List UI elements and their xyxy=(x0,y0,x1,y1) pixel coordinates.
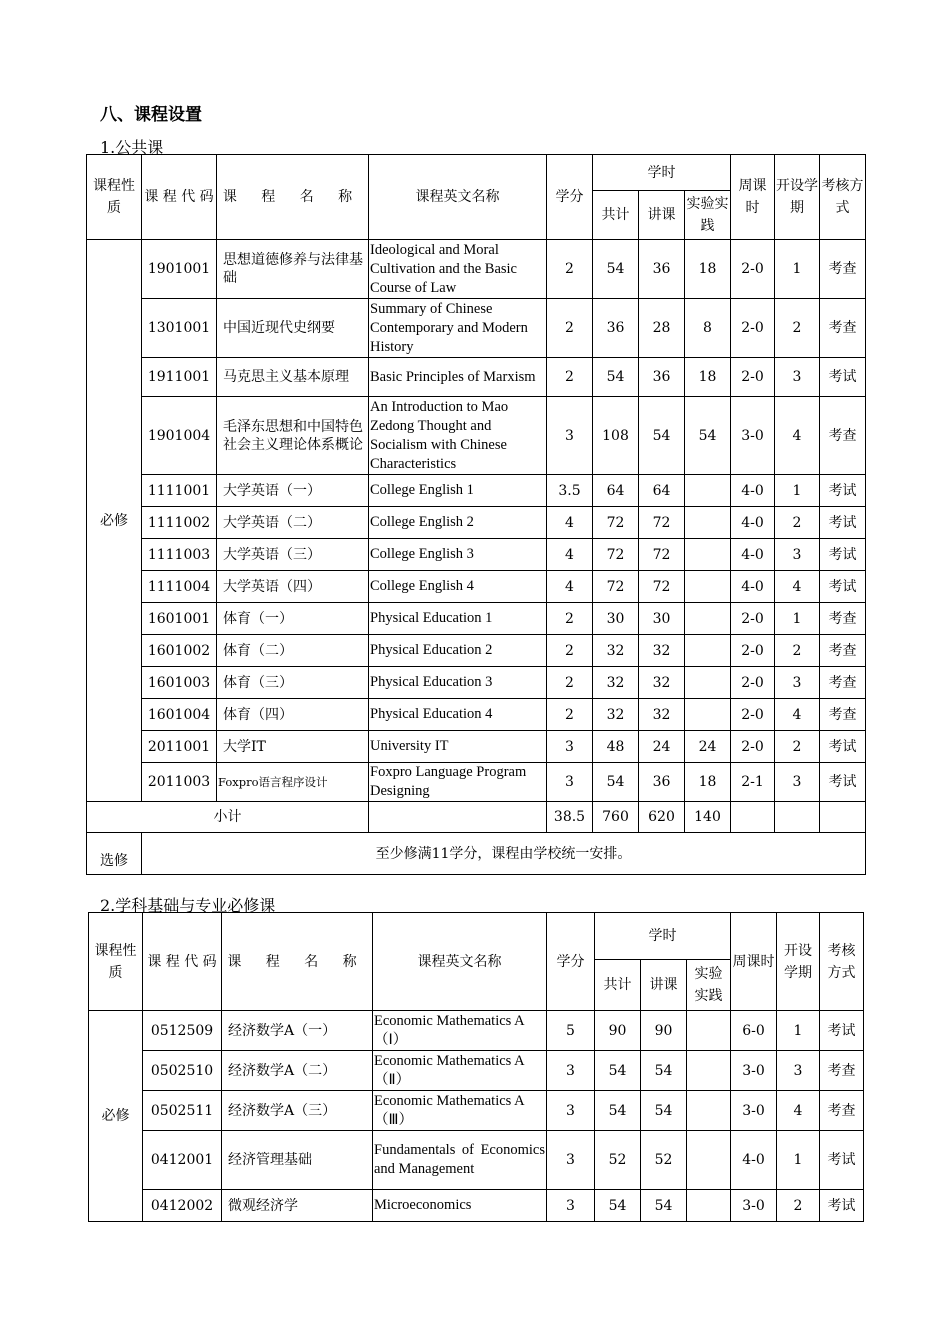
course-credit: 3 xyxy=(547,1091,595,1131)
section2-title: 2.学科基础与专业必修课 xyxy=(100,896,276,915)
subtotal-total: 760 xyxy=(593,802,639,833)
course-code: 1301001 xyxy=(142,299,217,358)
header-total: 共计 xyxy=(593,191,639,240)
course-name: 思想道德修养与法律基础 xyxy=(217,240,369,299)
course-total-hours: 54 xyxy=(593,763,639,802)
course-lecture-hours: 32 xyxy=(639,699,685,731)
course-weekly-hours: 2-0 xyxy=(731,299,775,358)
course-lecture-hours: 52 xyxy=(641,1131,687,1190)
header-weekly: 周课时 xyxy=(731,913,777,1011)
course-lab-hours xyxy=(685,699,731,731)
header-total: 共计 xyxy=(595,960,641,1011)
table-row xyxy=(87,635,866,667)
table-row xyxy=(89,1131,864,1190)
course-semester: 1 xyxy=(777,1011,820,1051)
course-credit: 4 xyxy=(547,539,593,571)
course-total-hours: 32 xyxy=(593,667,639,699)
header-hours: 学时 xyxy=(593,155,731,191)
course-lecture-hours: 36 xyxy=(639,240,685,299)
course-exam-type: 考试 xyxy=(820,1131,864,1190)
course-english-name: University IT xyxy=(369,731,547,763)
course-english-name: Ideological and Moral Cultivation and the Basic Course of Law xyxy=(369,240,547,299)
course-credit: 2 xyxy=(547,603,593,635)
course-total-hours: 32 xyxy=(593,699,639,731)
section-heading: 八、课程设置 xyxy=(100,105,202,125)
table-row xyxy=(87,240,866,299)
course-exam-type: 考查 xyxy=(820,635,866,667)
header-credit: 学分 xyxy=(547,913,595,1011)
course-credit: 2 xyxy=(547,635,593,667)
course-english-name: Physical Education 1 xyxy=(369,603,547,635)
course-semester: 1 xyxy=(775,603,820,635)
header-code: 课 程 代 码 xyxy=(143,913,222,1011)
course-lab-hours xyxy=(685,603,731,635)
course-lecture-hours: 72 xyxy=(639,539,685,571)
course-weekly-hours: 3-0 xyxy=(731,1051,777,1091)
course-weekly-hours: 2-1 xyxy=(731,763,775,802)
table-row xyxy=(87,731,866,763)
course-code: 1601003 xyxy=(142,667,217,699)
table-row xyxy=(89,1091,864,1131)
course-credit: 2 xyxy=(547,667,593,699)
course-credit: 2 xyxy=(547,699,593,731)
header-exam: 考核方式 xyxy=(820,155,866,240)
course-english-name: Summary of Chinese Contemporary and Modern History xyxy=(369,299,547,358)
course-credit: 3.5 xyxy=(547,475,593,507)
table-row xyxy=(87,763,866,802)
course-code: 1111002 xyxy=(142,507,217,539)
course-lecture-hours: 90 xyxy=(641,1011,687,1051)
course-name: 大学英语（一） xyxy=(217,475,369,507)
course-total-hours: 72 xyxy=(593,507,639,539)
course-lecture-hours: 54 xyxy=(639,397,685,475)
course-weekly-hours: 2-0 xyxy=(731,603,775,635)
header-lecture: 讲课 xyxy=(639,191,685,240)
course-lecture-hours: 54 xyxy=(641,1091,687,1131)
course-code: 0412002 xyxy=(143,1190,222,1222)
course-weekly-hours: 4-0 xyxy=(731,475,775,507)
course-name: 大学英语（三） xyxy=(217,539,369,571)
table-row xyxy=(89,1190,864,1222)
table-row xyxy=(87,397,866,475)
course-code: 1901001 xyxy=(142,240,217,299)
course-english-name: Economic Mathematics A（Ⅱ） xyxy=(373,1051,547,1091)
course-semester: 3 xyxy=(775,667,820,699)
course-lecture-hours: 36 xyxy=(639,358,685,397)
required-label: 必修 xyxy=(87,240,142,802)
course-weekly-hours: 2-0 xyxy=(731,699,775,731)
course-english-name: Microeconomics xyxy=(373,1190,547,1222)
course-name: 大学英语（四） xyxy=(217,571,369,603)
course-total-hours: 72 xyxy=(593,539,639,571)
elective-note: 至少修满11学分，课程由学校统一安排。 xyxy=(142,833,866,875)
course-name: 马克思主义基本原理 xyxy=(217,358,369,397)
course-total-hours: 54 xyxy=(595,1190,641,1222)
course-english-name: College English 4 xyxy=(369,571,547,603)
course-weekly-hours: 4-0 xyxy=(731,571,775,603)
course-english-name: Physical Education 3 xyxy=(369,667,547,699)
course-name: 体育（二） xyxy=(217,635,369,667)
header-semester: 开设学期 xyxy=(777,913,820,1011)
course-lab-hours xyxy=(687,1190,731,1222)
course-code: 0412001 xyxy=(143,1131,222,1190)
header-code: 课 程 代 码 xyxy=(142,155,217,240)
course-name: 微观经济学 xyxy=(222,1190,373,1222)
course-semester: 1 xyxy=(777,1131,820,1190)
table-row xyxy=(87,358,866,397)
course-english-name: An Introduction to Mao Zedong Thought and Socialism with Chinese Characteristics xyxy=(369,397,547,475)
course-lecture-hours: 28 xyxy=(639,299,685,358)
course-total-hours: 32 xyxy=(593,635,639,667)
table-row xyxy=(87,571,866,603)
course-lab-hours xyxy=(685,667,731,699)
course-code: 1911001 xyxy=(142,358,217,397)
course-credit: 4 xyxy=(547,571,593,603)
course-semester: 1 xyxy=(775,240,820,299)
course-credit: 2 xyxy=(547,299,593,358)
course-lecture-hours: 72 xyxy=(639,571,685,603)
course-weekly-hours: 2-0 xyxy=(731,667,775,699)
course-lab-hours: 18 xyxy=(685,358,731,397)
header-lab: 实验实践 xyxy=(685,191,731,240)
table-row xyxy=(87,603,866,635)
course-semester: 2 xyxy=(775,507,820,539)
header-english: 课程英文名称 xyxy=(369,155,547,240)
course-english-name: Physical Education 4 xyxy=(369,699,547,731)
header-semester: 开设学期 xyxy=(775,155,820,240)
course-semester: 4 xyxy=(775,571,820,603)
table-row xyxy=(87,667,866,699)
course-weekly-hours: 2-0 xyxy=(731,358,775,397)
course-weekly-hours: 3-0 xyxy=(731,1091,777,1131)
course-english-name: College English 3 xyxy=(369,539,547,571)
course-english-name: Economic Mathematics A（Ⅲ） xyxy=(373,1091,547,1131)
course-weekly-hours: 4-0 xyxy=(731,507,775,539)
course-lecture-hours: 30 xyxy=(639,603,685,635)
header-nature: 课程性质 xyxy=(89,913,143,1011)
course-lab-hours xyxy=(685,635,731,667)
subtotal-lab: 140 xyxy=(685,802,731,833)
course-weekly-hours: 2-0 xyxy=(731,240,775,299)
course-name: 经济管理基础 xyxy=(222,1131,373,1190)
course-total-hours: 64 xyxy=(593,475,639,507)
course-semester: 3 xyxy=(775,358,820,397)
course-total-hours: 30 xyxy=(593,603,639,635)
course-name: 毛泽东思想和中国特色社会主义理论体系概论 xyxy=(217,397,369,475)
course-credit: 4 xyxy=(547,507,593,539)
course-total-hours: 108 xyxy=(593,397,639,475)
course-name: 体育（一） xyxy=(217,603,369,635)
course-exam-type: 考查 xyxy=(820,699,866,731)
course-semester: 3 xyxy=(775,539,820,571)
course-total-hours: 52 xyxy=(595,1131,641,1190)
course-name: 大学英语（二） xyxy=(217,507,369,539)
course-lab-hours: 18 xyxy=(685,240,731,299)
course-semester: 4 xyxy=(775,699,820,731)
course-weekly-hours: 2-0 xyxy=(731,731,775,763)
course-english-name: Foxpro Language Program Designing xyxy=(369,763,547,802)
course-credit: 3 xyxy=(547,763,593,802)
table-row xyxy=(89,1051,864,1091)
course-english-name: Basic Principles of Marxism xyxy=(369,358,547,397)
header-name: 课 程 名 称 xyxy=(222,913,373,1011)
course-name: 经济数学A（一） xyxy=(222,1011,373,1051)
course-name: 中国近现代史纲要 xyxy=(217,299,369,358)
course-english-name: Economic Mathematics A（Ⅰ） xyxy=(373,1011,547,1051)
course-semester: 2 xyxy=(775,635,820,667)
course-english-name: Fundamentals of Economics and Management xyxy=(373,1131,547,1190)
course-lecture-hours: 36 xyxy=(639,763,685,802)
course-code: 2011003 xyxy=(142,763,217,802)
course-exam-type: 考试 xyxy=(820,475,866,507)
course-code: 1111003 xyxy=(142,539,217,571)
course-total-hours: 54 xyxy=(595,1051,641,1091)
course-lab-hours xyxy=(687,1051,731,1091)
course-total-hours: 90 xyxy=(595,1011,641,1051)
course-code: 0502511 xyxy=(143,1091,222,1131)
course-exam-type: 考查 xyxy=(820,240,866,299)
course-code: 1601002 xyxy=(142,635,217,667)
course-credit: 5 xyxy=(547,1011,595,1051)
course-credit: 3 xyxy=(547,1051,595,1091)
course-exam-type: 考查 xyxy=(820,667,866,699)
course-weekly-hours: 6-0 xyxy=(731,1011,777,1051)
course-name: 体育（三） xyxy=(217,667,369,699)
course-semester: 3 xyxy=(775,763,820,802)
header-exam: 考核方式 xyxy=(820,913,864,1011)
course-credit: 2 xyxy=(547,240,593,299)
course-exam-type: 考试 xyxy=(820,507,866,539)
header-english: 课程英文名称 xyxy=(373,913,547,1011)
course-english-name: College English 1 xyxy=(369,475,547,507)
course-semester: 4 xyxy=(777,1091,820,1131)
table-row xyxy=(87,539,866,571)
course-english-name: College English 2 xyxy=(369,507,547,539)
course-total-hours: 54 xyxy=(595,1091,641,1131)
course-semester: 2 xyxy=(775,731,820,763)
course-exam-type: 考试 xyxy=(820,358,866,397)
course-code: 2011001 xyxy=(142,731,217,763)
course-weekly-hours: 3-0 xyxy=(731,1190,777,1222)
subtotal-lecture: 620 xyxy=(639,802,685,833)
course-english-name: Physical Education 2 xyxy=(369,635,547,667)
course-code: 1111004 xyxy=(142,571,217,603)
course-exam-type: 考查 xyxy=(820,1051,864,1091)
course-credit: 3 xyxy=(547,731,593,763)
course-exam-type: 考试 xyxy=(820,1011,864,1051)
subtotal-exam xyxy=(820,802,866,833)
course-lab-hours: 18 xyxy=(685,763,731,802)
course-total-hours: 54 xyxy=(593,358,639,397)
course-lecture-hours: 24 xyxy=(639,731,685,763)
course-exam-type: 考查 xyxy=(820,1091,864,1131)
header-nature: 课程性质 xyxy=(87,155,142,240)
course-semester: 2 xyxy=(775,299,820,358)
course-lab-hours xyxy=(685,475,731,507)
course-lab-hours xyxy=(687,1091,731,1131)
course-total-hours: 72 xyxy=(593,571,639,603)
table-row xyxy=(87,507,866,539)
course-name: 大学IT xyxy=(217,731,369,763)
course-total-hours: 48 xyxy=(593,731,639,763)
table-row xyxy=(87,475,866,507)
course-lecture-hours: 32 xyxy=(639,635,685,667)
course-total-hours: 36 xyxy=(593,299,639,358)
course-exam-type: 考查 xyxy=(820,299,866,358)
course-lab-hours xyxy=(685,539,731,571)
course-semester: 1 xyxy=(775,475,820,507)
course-exam-type: 考试 xyxy=(820,731,866,763)
course-exam-type: 考试 xyxy=(820,763,866,802)
course-lecture-hours: 72 xyxy=(639,507,685,539)
course-lab-hours: 24 xyxy=(685,731,731,763)
course-lab-hours xyxy=(687,1011,731,1051)
required-label: 必修 xyxy=(89,1011,143,1222)
course-lecture-hours: 32 xyxy=(639,667,685,699)
course-name: 经济数学A（二） xyxy=(222,1051,373,1091)
course-exam-type: 考试 xyxy=(820,571,866,603)
course-lecture-hours: 54 xyxy=(641,1190,687,1222)
course-credit: 3 xyxy=(547,1190,595,1222)
course-name: Foxpro语言程序设计 xyxy=(217,763,369,802)
subtotal-credit: 38.5 xyxy=(547,802,593,833)
course-lecture-hours: 54 xyxy=(641,1051,687,1091)
header-lecture: 讲课 xyxy=(641,960,687,1011)
subtotal-label: 小计 xyxy=(87,802,369,833)
course-code: 0512509 xyxy=(143,1011,222,1051)
course-semester: 4 xyxy=(775,397,820,475)
public-course-table xyxy=(86,154,866,875)
course-total-hours: 54 xyxy=(593,240,639,299)
course-credit: 3 xyxy=(547,397,593,475)
course-credit: 3 xyxy=(547,1131,595,1190)
course-code: 1601001 xyxy=(142,603,217,635)
table-row xyxy=(89,1011,864,1051)
course-code: 1601004 xyxy=(142,699,217,731)
course-semester: 2 xyxy=(777,1190,820,1222)
elective-label: 选修 xyxy=(87,833,142,875)
course-semester: 3 xyxy=(777,1051,820,1091)
course-weekly-hours: 3-0 xyxy=(731,397,775,475)
course-exam-type: 考试 xyxy=(820,1190,864,1222)
header-name: 课 程 名 称 xyxy=(217,155,369,240)
course-weekly-hours: 4-0 xyxy=(731,539,775,571)
header-credit: 学分 xyxy=(547,155,593,240)
course-lab-hours: 54 xyxy=(685,397,731,475)
table-row xyxy=(87,699,866,731)
header-weekly: 周课时 xyxy=(731,155,775,240)
course-credit: 2 xyxy=(547,358,593,397)
course-lab-hours xyxy=(685,507,731,539)
course-lab-hours xyxy=(685,571,731,603)
course-exam-type: 考查 xyxy=(820,603,866,635)
header-hours: 学时 xyxy=(595,913,731,960)
section1-title: 1.公共课 xyxy=(100,138,164,157)
course-lab-hours: 8 xyxy=(685,299,731,358)
course-weekly-hours: 4-0 xyxy=(731,1131,777,1190)
course-lab-hours xyxy=(687,1131,731,1190)
course-exam-type: 考查 xyxy=(820,397,866,475)
course-code: 0502510 xyxy=(143,1051,222,1091)
course-code: 1111001 xyxy=(142,475,217,507)
subtotal-semester xyxy=(775,802,820,833)
subtotal-english xyxy=(369,802,547,833)
course-code: 1901004 xyxy=(142,397,217,475)
header-lab: 实验实践 xyxy=(687,960,731,1011)
subtotal-weekly xyxy=(731,802,775,833)
major-course-table xyxy=(88,912,864,1222)
course-lecture-hours: 64 xyxy=(639,475,685,507)
course-name: 经济数学A（三） xyxy=(222,1091,373,1131)
course-weekly-hours: 2-0 xyxy=(731,635,775,667)
table-row xyxy=(87,299,866,358)
course-exam-type: 考试 xyxy=(820,539,866,571)
course-name: 体育（四） xyxy=(217,699,369,731)
